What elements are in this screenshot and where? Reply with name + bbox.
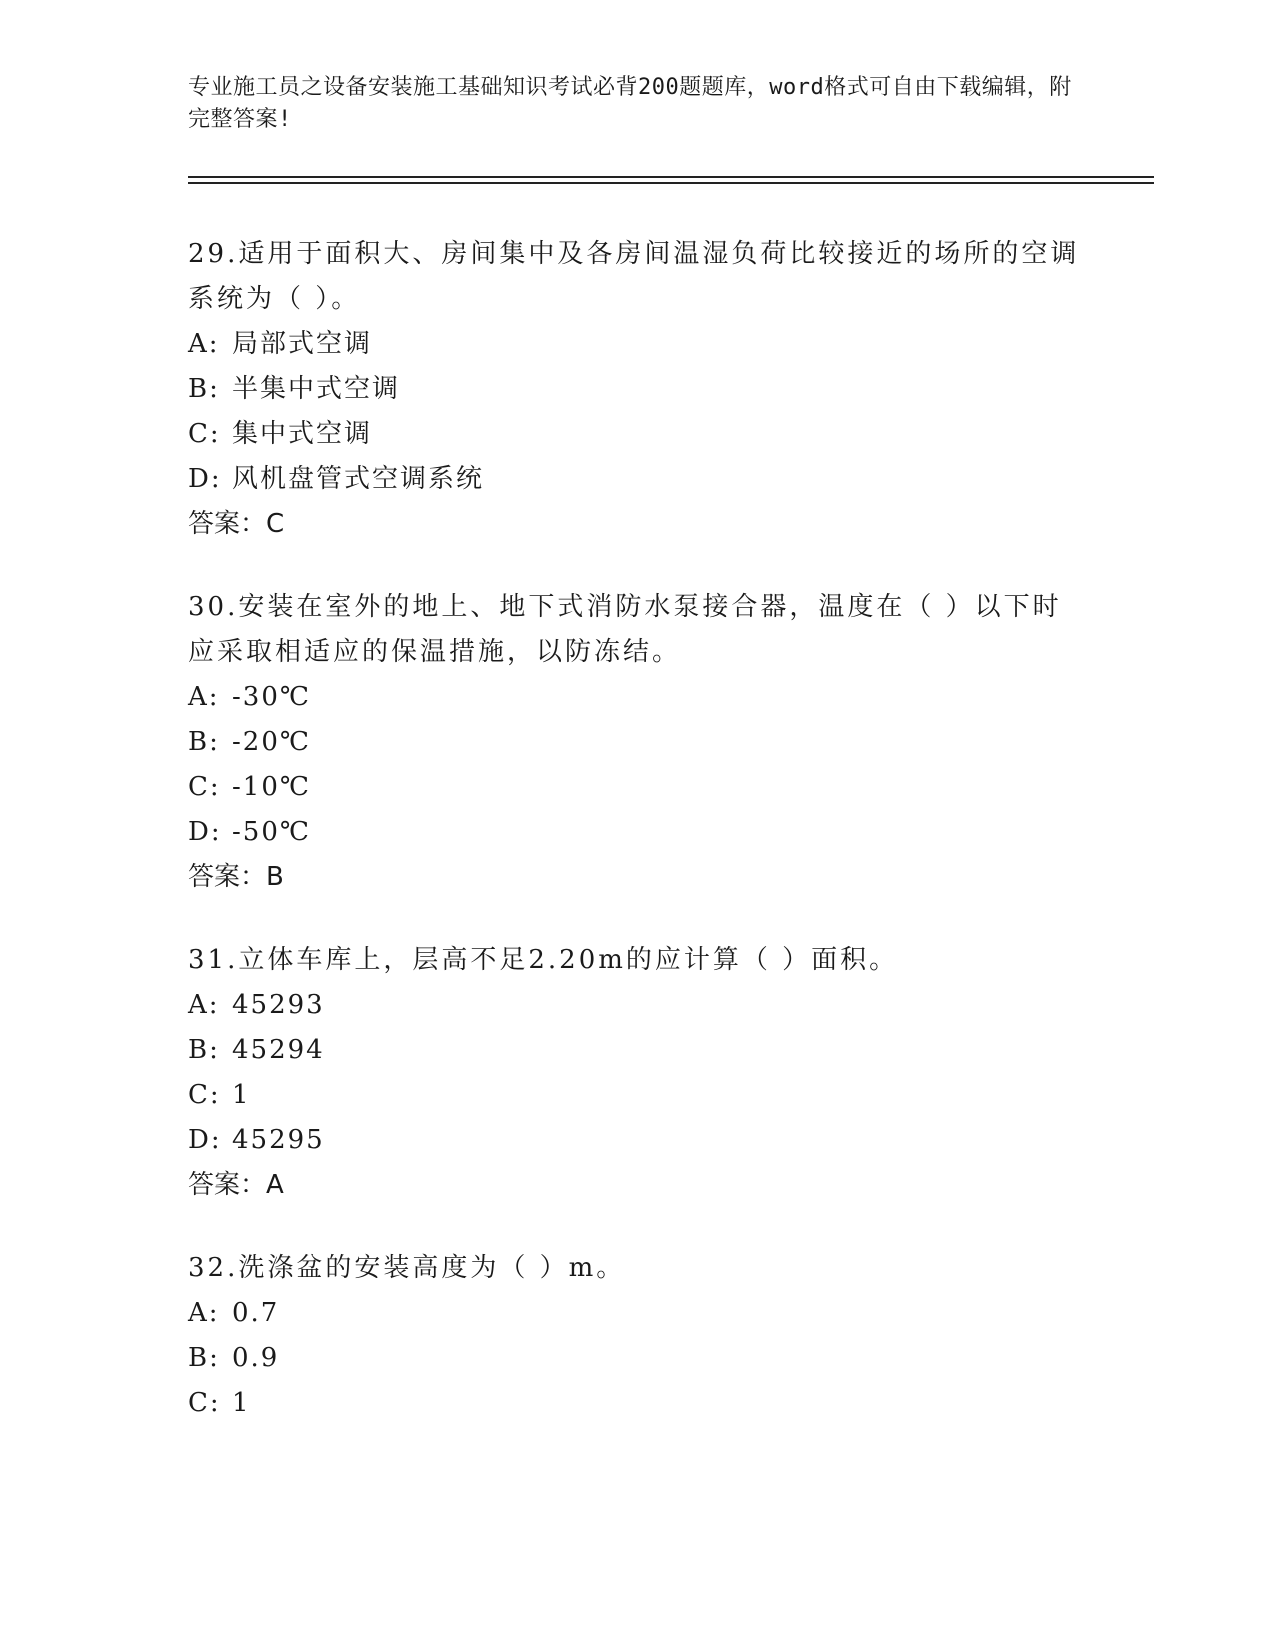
question-30 — [188, 585, 1088, 900]
option-a — [188, 983, 1088, 1028]
question-stem: 31.立体车库上，层高不足2.20m的应计算（ ）面积。 — [188, 945, 899, 975]
option-text: -20℃ — [232, 727, 311, 757]
document-header: 专业施工员之设备安装施工基础知识考试必背200题题库，word格式可自由下载编辑，附完整答案! — [188, 75, 1072, 132]
option-d — [188, 1118, 1088, 1163]
question-list — [188, 232, 1088, 1464]
option-c — [188, 1073, 1088, 1118]
option-key: B: — [188, 727, 220, 757]
question-31 — [188, 938, 1088, 1208]
option-c — [188, 412, 1088, 457]
question-stem: 32.洗涤盆的安装高度为（ ）m。 — [188, 1253, 626, 1283]
option-d — [188, 457, 1088, 502]
option-key: B: — [188, 374, 220, 404]
option-text: 45294 — [232, 1035, 325, 1065]
option-b — [188, 367, 1088, 412]
option-key: C: — [188, 772, 221, 802]
option-text: 45295 — [232, 1125, 325, 1155]
option-key: C: — [188, 1388, 221, 1418]
option-key: C: — [188, 419, 221, 449]
option-text: 1 — [232, 1388, 251, 1418]
option-key: B: — [188, 1343, 220, 1373]
option-c — [188, 765, 1088, 810]
option-key: C: — [188, 1080, 221, 1110]
option-text: 集中式空调 — [232, 419, 373, 449]
answer-line: 答案：A — [188, 1170, 284, 1200]
option-b — [188, 720, 1088, 765]
option-key: D: — [188, 464, 222, 494]
option-key: A: — [188, 329, 220, 359]
option-key: B: — [188, 1035, 220, 1065]
option-key: D: — [188, 817, 222, 847]
option-d — [188, 810, 1088, 855]
option-text: 半集中式空调 — [232, 374, 401, 404]
option-text: 风机盘管式空调系统 — [232, 464, 485, 494]
header-divider-bottom — [188, 182, 1154, 184]
answer-line: 答案：B — [188, 862, 284, 892]
option-key: A: — [188, 990, 220, 1020]
option-text: 0.9 — [232, 1343, 280, 1373]
option-text: -50℃ — [232, 817, 311, 847]
question-stem: 29.适用于面积大、房间集中及各房间温湿负荷比较接近的场所的空调系统为（ ）。 — [188, 239, 1080, 314]
question-29 — [188, 232, 1088, 547]
option-b — [188, 1336, 1088, 1381]
option-a — [188, 1291, 1088, 1336]
question-stem: 30.安装在室外的地上、地下式消防水泵接合器，温度在（ ）以下时应采取相适应的保温措施，以防冻结。 — [188, 592, 1062, 667]
option-b — [188, 1028, 1088, 1073]
option-text: -30℃ — [232, 682, 311, 712]
option-text: 1 — [232, 1080, 251, 1110]
option-a — [188, 322, 1088, 367]
question-32 — [188, 1246, 1088, 1426]
option-key: A: — [188, 682, 220, 712]
option-a — [188, 675, 1088, 720]
option-text: 0.7 — [232, 1298, 280, 1328]
option-key: D: — [188, 1125, 222, 1155]
option-c — [188, 1381, 1088, 1426]
option-text: 局部式空调 — [232, 329, 373, 359]
option-key: A: — [188, 1298, 220, 1328]
header-divider-top — [188, 176, 1154, 178]
option-text: -10℃ — [232, 772, 311, 802]
option-text: 45293 — [232, 990, 325, 1020]
answer-line: 答案：C — [188, 509, 285, 539]
